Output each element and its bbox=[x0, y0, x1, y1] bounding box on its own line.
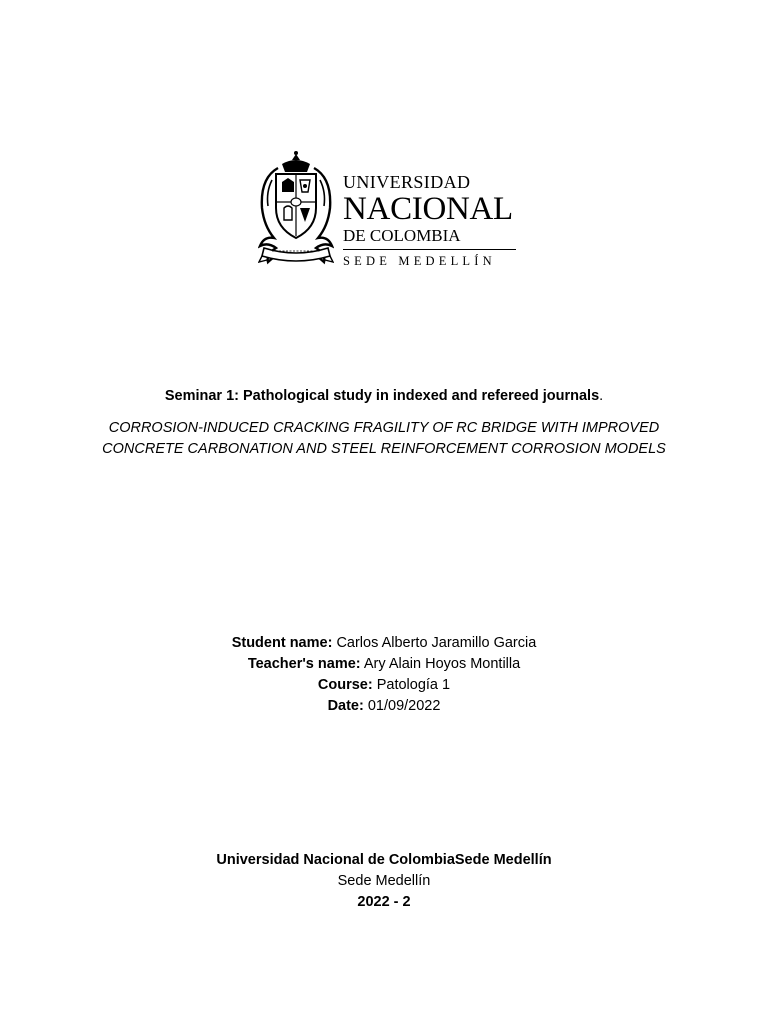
teacher-name-row bbox=[0, 654, 768, 675]
seminar-title: Seminar 1: Pathological study in indexed and refereed journals bbox=[164, 388, 600, 404]
logo-line-sede: SEDE MEDELLÍN bbox=[343, 254, 496, 268]
seminar-period: . bbox=[599, 388, 604, 404]
seminar-heading bbox=[0, 386, 768, 406]
logo-line-universidad: UNIVERSIDAD bbox=[343, 172, 471, 192]
student-name-value: Carlos Alberto Jaramillo Garcia bbox=[336, 635, 537, 651]
university-crest-icon bbox=[258, 150, 334, 268]
logo-line-de-colombia: DE COLOMBIA bbox=[343, 226, 461, 245]
date-row bbox=[0, 696, 768, 717]
teacher-name-value: Ary Alain Hoyos Montilla bbox=[363, 656, 521, 672]
logo-divider bbox=[343, 249, 516, 250]
student-name-row bbox=[0, 633, 768, 654]
date-value: 01/09/2022 bbox=[367, 698, 441, 714]
footer-academic-period: 2022 - 2 bbox=[357, 894, 411, 910]
course-value: Patología 1 bbox=[376, 677, 451, 693]
student-name-label: Student name: bbox=[231, 635, 333, 651]
student-info bbox=[0, 633, 768, 717]
date-label: Date: bbox=[327, 698, 364, 714]
footer-university: Universidad Nacional de Colombia bbox=[216, 852, 455, 868]
university-logo bbox=[258, 150, 520, 272]
course-label: Course: bbox=[317, 677, 373, 693]
logo-wordmark bbox=[343, 172, 520, 269]
logo-line-nacional: NACIONAL bbox=[343, 191, 513, 227]
footer-block bbox=[0, 850, 768, 913]
course-row bbox=[0, 675, 768, 696]
footer-campus-bold: Sede Medellín bbox=[454, 852, 552, 868]
paper-title: CORROSION-INDUCED CRACKING FRAGILITY OF RC BRIDGE WITH IMPROVED CONCRETE CARBONATION AND STEEL REINFORCEMENT CORROSION MODELS bbox=[102, 420, 666, 457]
teacher-name-label: Teacher's name: bbox=[247, 656, 361, 672]
footer-university-row bbox=[0, 850, 768, 871]
footer-campus: Sede Medellín bbox=[337, 873, 431, 889]
